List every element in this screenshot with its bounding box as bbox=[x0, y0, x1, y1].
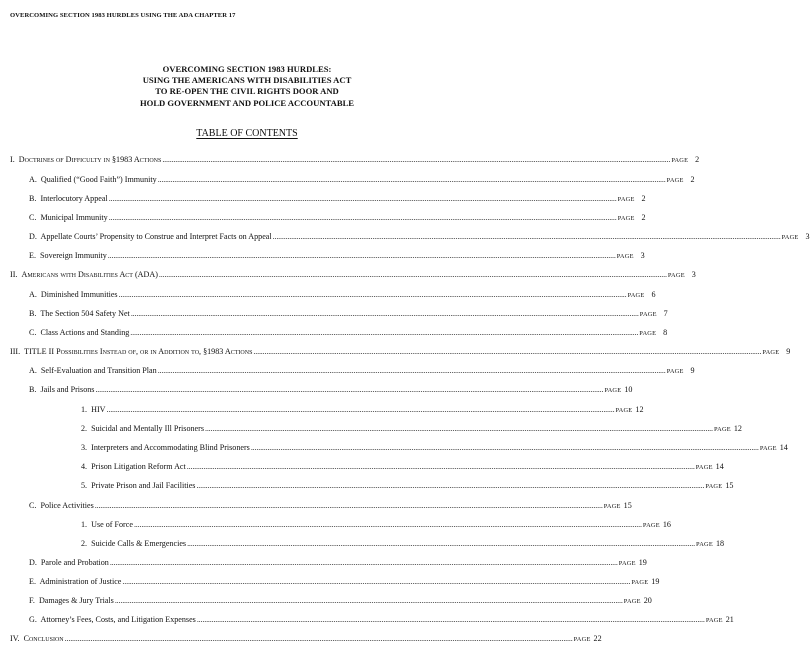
toc-entry-number: 2. bbox=[81, 424, 88, 433]
toc-entry[interactable] bbox=[10, 633, 602, 645]
toc-entry-page bbox=[616, 193, 646, 206]
toc-entry[interactable] bbox=[29, 308, 668, 320]
toc-entry-label bbox=[29, 193, 109, 205]
toc-entry-number: B. bbox=[29, 309, 37, 318]
toc-entry-label bbox=[29, 384, 95, 396]
toc-entry-label bbox=[29, 231, 273, 243]
toc-entry[interactable] bbox=[29, 231, 810, 243]
dot-leader bbox=[110, 557, 617, 569]
page-word: PAGE bbox=[615, 407, 633, 414]
toc-entry-number: D. bbox=[29, 232, 37, 241]
dot-leader bbox=[131, 308, 638, 320]
page-number: 15 bbox=[623, 501, 632, 510]
dot-leader bbox=[115, 595, 622, 607]
page-word: PAGE bbox=[573, 636, 591, 643]
toc-entry-number: A. bbox=[29, 366, 37, 375]
toc-entry-label bbox=[10, 154, 162, 166]
toc-entry-label bbox=[29, 365, 158, 377]
toc-entry-number: E. bbox=[29, 251, 36, 260]
toc-entry-label bbox=[29, 500, 95, 512]
toc-entry-number: I. bbox=[10, 155, 15, 164]
page-number: 2 bbox=[641, 213, 646, 222]
page-number: 8 bbox=[663, 328, 668, 337]
toc-entry-number: B. bbox=[29, 194, 37, 203]
toc-entry-title: Prison Litigation Reform Act bbox=[91, 462, 186, 471]
toc-entry[interactable] bbox=[81, 519, 671, 531]
dot-leader bbox=[109, 193, 616, 205]
dot-leader bbox=[95, 500, 602, 512]
toc-entry-number: III. bbox=[10, 347, 21, 356]
toc-entry-title: Municipal Immunity bbox=[40, 213, 108, 222]
toc-entry-label bbox=[29, 250, 108, 262]
toc-entry-label bbox=[29, 308, 131, 320]
dot-leader bbox=[122, 576, 629, 588]
dot-leader bbox=[187, 538, 694, 550]
page-word: PAGE bbox=[642, 522, 660, 529]
page-number: 22 bbox=[593, 634, 602, 643]
page-word: PAGE bbox=[705, 483, 723, 490]
toc-entry[interactable] bbox=[29, 576, 660, 588]
page-word: PAGE bbox=[631, 579, 649, 586]
toc-entry-label bbox=[81, 423, 205, 435]
toc-entry-number: E. bbox=[29, 577, 36, 586]
toc-entry[interactable] bbox=[29, 212, 646, 224]
toc-entry[interactable] bbox=[29, 174, 695, 186]
toc-entry-page bbox=[617, 557, 647, 570]
toc-entry-number: D. bbox=[29, 558, 37, 567]
title-line: OVERCOMING SECTION 1983 HURDLES: bbox=[162, 64, 332, 74]
toc-entry-page bbox=[780, 231, 810, 244]
toc-entry-title: Police Activities bbox=[40, 501, 94, 510]
page-number: 21 bbox=[725, 615, 734, 624]
toc-entry-title: Parole and Probation bbox=[40, 558, 109, 567]
document-title bbox=[0, 64, 494, 109]
toc-entry-page bbox=[758, 442, 788, 455]
dot-leader bbox=[187, 461, 694, 473]
page-number: 18 bbox=[715, 539, 725, 548]
toc-entry-title: Qualified (“Good Faith”) Immunity bbox=[40, 175, 157, 184]
toc-entry-number: 3. bbox=[81, 443, 88, 452]
toc-entry-label bbox=[10, 633, 65, 645]
dot-leader bbox=[196, 480, 703, 492]
toc-entry-title: Administration of Justice bbox=[39, 577, 122, 586]
toc-entry-number: 5. bbox=[81, 481, 88, 490]
page-number: 3 bbox=[805, 232, 810, 241]
toc-entry[interactable] bbox=[29, 614, 734, 626]
toc-entry-label bbox=[81, 538, 187, 550]
toc-entry-number: 2. bbox=[81, 539, 88, 548]
toc-entry-number: B. bbox=[29, 385, 37, 394]
page-word: PAGE bbox=[604, 387, 622, 394]
toc-entry-page bbox=[694, 538, 724, 551]
title-line: TO RE-OPEN THE CIVIL RIGHTS DOOR AND bbox=[155, 86, 339, 97]
dot-leader bbox=[158, 174, 665, 186]
page-number: 14 bbox=[779, 443, 788, 452]
toc-entry-page bbox=[626, 289, 656, 302]
toc-entry-label bbox=[29, 174, 158, 186]
toc-entry-page bbox=[572, 633, 602, 646]
running-header: OVERCOMING SECTION 1983 HURDLES USING THE ADA CHAPTER 17 bbox=[10, 12, 236, 19]
toc-entry[interactable] bbox=[10, 269, 696, 281]
dot-leader bbox=[205, 423, 712, 435]
page-number: 2 bbox=[641, 194, 646, 203]
toc-entry-title: HIV bbox=[91, 405, 106, 414]
dot-leader bbox=[162, 154, 669, 166]
page-number: 2 bbox=[690, 175, 695, 184]
page-number: 14 bbox=[715, 462, 724, 471]
toc-entry-label bbox=[81, 480, 196, 492]
page-word: PAGE bbox=[713, 426, 731, 433]
toc-entry[interactable] bbox=[29, 289, 656, 301]
dot-leader bbox=[159, 269, 666, 281]
toc-entry-title: Suicide Calls & Emergencies bbox=[91, 539, 187, 548]
toc-entry[interactable] bbox=[10, 346, 791, 358]
toc-entry-page bbox=[629, 576, 659, 589]
toc-entry-label bbox=[29, 576, 122, 588]
page-word: PAGE bbox=[696, 541, 713, 548]
toc-entry-page bbox=[712, 423, 742, 436]
page-word: PAGE bbox=[667, 272, 685, 279]
toc-entry-page bbox=[694, 461, 724, 474]
toc-entry[interactable] bbox=[29, 365, 695, 377]
dot-leader bbox=[134, 519, 641, 531]
toc-entry-number: IV. bbox=[10, 634, 20, 643]
toc-entry-label bbox=[10, 346, 253, 358]
toc-entry-title: Private Prison and Jail Facilities bbox=[91, 481, 196, 490]
toc-entry-page bbox=[602, 384, 632, 397]
page-word: PAGE bbox=[666, 368, 684, 375]
toc-entry-page bbox=[703, 480, 733, 493]
toc-entry[interactable] bbox=[29, 250, 645, 262]
toc-entry-label bbox=[29, 212, 109, 224]
toc-entry-title: TITLE II Possibilities Instead of, or in Addition to, §1983 Actions bbox=[24, 347, 253, 356]
dot-leader bbox=[253, 346, 760, 358]
toc-entry-title: Damages & Jury Trials bbox=[38, 596, 114, 605]
toc-entry-title: Americans with Disabilities Act (ADA) bbox=[21, 270, 158, 279]
page-number: 9 bbox=[786, 347, 791, 356]
toc-entry-page bbox=[669, 154, 699, 167]
title-line: USING THE AMERICANS WITH DISABILITIES ACT bbox=[142, 75, 352, 86]
toc-entry-page bbox=[616, 212, 646, 225]
toc-entry[interactable] bbox=[81, 461, 724, 473]
toc-entry-title: The Section 504 Safety Net bbox=[40, 309, 130, 318]
dot-leader bbox=[95, 384, 602, 396]
page-number: 10 bbox=[624, 385, 633, 394]
page-word: PAGE bbox=[781, 234, 799, 241]
toc-entry-number: II. bbox=[10, 270, 18, 279]
dot-leader bbox=[109, 212, 616, 224]
toc-entry-title: Sovereign Immunity bbox=[40, 251, 107, 260]
page-number: 2 bbox=[695, 155, 700, 164]
toc-entry[interactable] bbox=[29, 384, 633, 396]
toc-entry[interactable] bbox=[29, 193, 646, 205]
page-number: 19 bbox=[651, 577, 660, 586]
page-word: PAGE bbox=[618, 560, 636, 567]
toc-entry-number: 1. bbox=[81, 405, 88, 414]
toc-entry[interactable] bbox=[10, 154, 700, 166]
toc-entry-page bbox=[665, 365, 695, 378]
toc-entry-label bbox=[10, 269, 159, 281]
toc-entry-page bbox=[665, 174, 695, 187]
page-word: PAGE bbox=[639, 311, 657, 318]
toc-entry[interactable] bbox=[81, 442, 788, 454]
page-number: 9 bbox=[690, 366, 695, 375]
page-word: PAGE bbox=[623, 598, 641, 605]
toc-entry-number: 1. bbox=[81, 520, 88, 529]
toc-entry-label bbox=[81, 404, 107, 416]
page-word: PAGE bbox=[695, 464, 713, 471]
toc-entry-page bbox=[760, 346, 790, 359]
toc-entry-page bbox=[615, 250, 645, 263]
dot-leader bbox=[65, 633, 572, 645]
page-word: PAGE bbox=[617, 215, 635, 222]
toc-entry[interactable] bbox=[29, 595, 652, 607]
toc-entry[interactable] bbox=[81, 538, 725, 550]
page-number: 7 bbox=[663, 309, 668, 318]
toc-entry-label bbox=[29, 614, 197, 626]
page-number: 3 bbox=[691, 270, 696, 279]
toc-entry-title: Self-Evaluation and Transition Plan bbox=[40, 366, 157, 375]
toc-entry-label bbox=[81, 442, 251, 454]
page-number: 3 bbox=[640, 251, 645, 260]
toc-entry-label bbox=[29, 557, 110, 569]
toc-entry-page bbox=[622, 595, 652, 608]
page-word: PAGE bbox=[705, 617, 723, 624]
toc-entry-number: C. bbox=[29, 328, 37, 337]
toc-entry-number: C. bbox=[29, 213, 37, 222]
toc-entry-page bbox=[614, 404, 644, 417]
page-word: PAGE bbox=[603, 503, 621, 510]
toc-entry[interactable] bbox=[29, 500, 632, 512]
toc-entry-title: Attorney’s Fees, Costs, and Litigation Expenses bbox=[40, 615, 196, 624]
toc-entry-title: Suicidal and Mentally Ill Prisoners bbox=[91, 424, 204, 433]
toc-entry-title: Jails and Prisons bbox=[40, 385, 95, 394]
page-number: 20 bbox=[643, 596, 652, 605]
toc-entry-label bbox=[29, 595, 115, 607]
page-word: PAGE bbox=[616, 253, 634, 260]
toc-entry-page bbox=[704, 614, 734, 627]
toc-entry-title: Use of Force bbox=[91, 520, 133, 529]
toc-entry-title: Class Actions and Standing bbox=[40, 328, 130, 337]
page-number: 16 bbox=[662, 520, 671, 529]
page-word: PAGE bbox=[762, 349, 780, 356]
page-number: 12 bbox=[733, 424, 742, 433]
page-number: 15 bbox=[725, 481, 734, 490]
toc-entry-label bbox=[29, 327, 130, 339]
toc-entry-title: Appellate Courts’ Propensity to Construe and Interpret Facts on Appeal bbox=[40, 232, 272, 241]
page-word: PAGE bbox=[617, 196, 635, 203]
toc-entry-title: Interlocutory Appeal bbox=[40, 194, 108, 203]
page-word: PAGE bbox=[759, 445, 777, 452]
dot-leader bbox=[158, 365, 665, 377]
page-word: PAGE bbox=[639, 330, 657, 337]
toc-entry-number: G. bbox=[29, 615, 37, 624]
toc-entry-page bbox=[641, 519, 671, 532]
page-word: PAGE bbox=[666, 177, 684, 184]
dot-leader bbox=[251, 442, 758, 454]
toc-entry-number: C. bbox=[29, 501, 37, 510]
toc-entry-title: Interpreters and Accommodating Blind Prisoners bbox=[91, 443, 250, 452]
dot-leader bbox=[197, 614, 704, 626]
toc-entry-number: F. bbox=[29, 596, 35, 605]
page-number: 6 bbox=[651, 290, 656, 299]
toc-heading bbox=[0, 128, 494, 140]
toc-entry[interactable] bbox=[81, 423, 742, 435]
toc-entry-label bbox=[81, 461, 187, 473]
toc-entry-number: 4. bbox=[81, 462, 88, 471]
dot-leader bbox=[130, 327, 637, 339]
toc-entry[interactable] bbox=[81, 480, 734, 492]
page-number: 19 bbox=[638, 558, 647, 567]
dot-leader bbox=[108, 250, 615, 262]
toc-entry-page bbox=[638, 308, 668, 321]
title-line: HOLD GOVERNMENT AND POLICE ACCOUNTABLE bbox=[139, 97, 355, 108]
toc-entry-page bbox=[637, 327, 667, 340]
dot-leader bbox=[119, 289, 626, 301]
dot-leader bbox=[107, 404, 614, 416]
toc-entry-page bbox=[666, 269, 696, 282]
page-word: PAGE bbox=[671, 157, 689, 164]
toc-entry-number: A. bbox=[29, 175, 37, 184]
dot-leader bbox=[273, 231, 780, 243]
toc-entry-number: A. bbox=[29, 290, 37, 299]
toc-entry-title: Diminished Immunities bbox=[40, 290, 118, 299]
toc-heading-text: TABLE OF CONTENTS bbox=[196, 128, 298, 139]
toc-entry[interactable] bbox=[29, 327, 668, 339]
toc-entry[interactable] bbox=[81, 404, 644, 416]
toc-entry-label bbox=[81, 519, 134, 531]
toc-entry-label bbox=[29, 289, 119, 301]
toc-entry-title: Conclusion bbox=[23, 634, 64, 643]
toc-entry-page bbox=[602, 500, 632, 513]
toc-entry[interactable] bbox=[29, 557, 647, 569]
toc-entry-title: Doctrines of Difficulty in §1983 Actions bbox=[18, 155, 162, 164]
page-number: 12 bbox=[635, 405, 644, 414]
page-word: PAGE bbox=[627, 292, 645, 299]
